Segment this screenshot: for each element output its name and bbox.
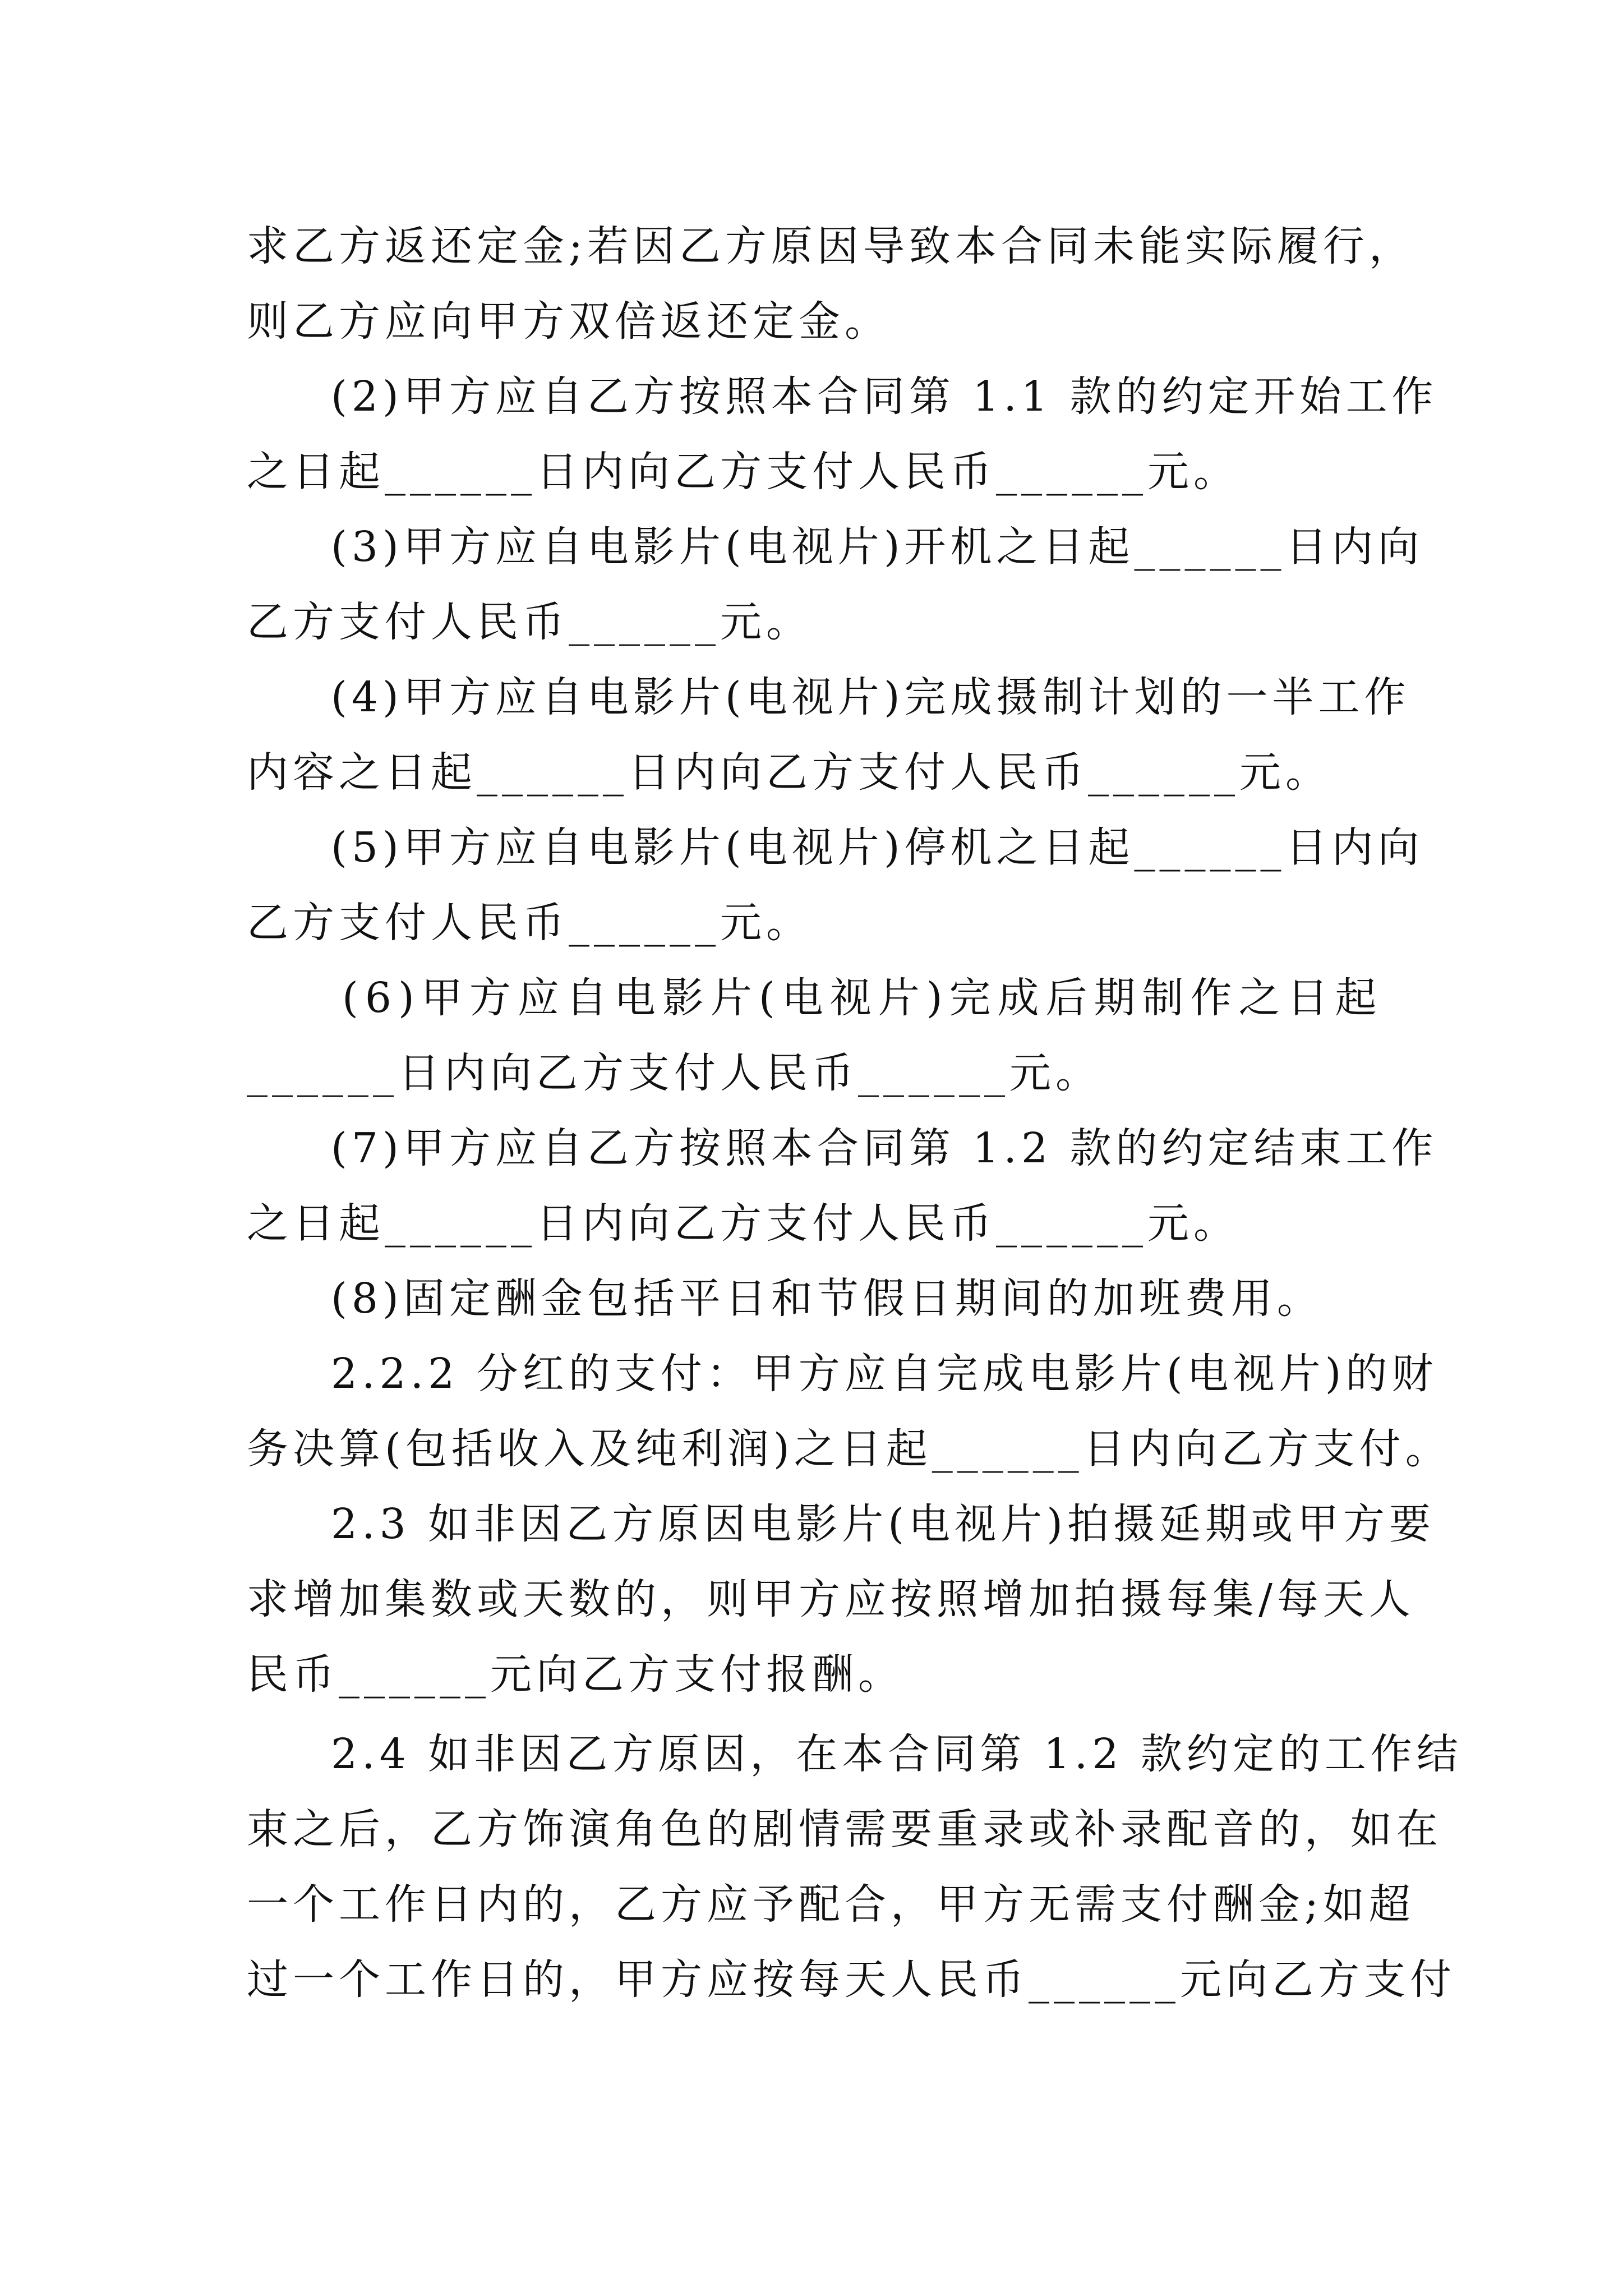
section-2-3-start: 2.3 如非因乙方原因电影片(电视片)拍摄延期或甲方要: [331, 1500, 1435, 1548]
section-2-4-start: 2.4 如非因乙方原因，在本合同第 1.2 款约定的工作结: [331, 1730, 1463, 1778]
text-line: 民币______元向乙方支付报酬。: [247, 1650, 904, 1699]
clause-7-start: (7)甲方应自乙方按照本合同第 1.2 款的约定结束工作: [331, 1124, 1438, 1172]
text-line: 求增加集数或天数的，则甲方应按照增加拍摄每集/每天人: [247, 1575, 1415, 1623]
text-line: 乙方支付人民币______元。: [247, 598, 812, 646]
text-line: 乙方支付人民币______元。: [247, 899, 812, 947]
clause-6-start: (6)甲方应自电影片(电视片)完成后期制作之日起: [342, 974, 1384, 1022]
text-line: ______日内向乙方支付人民币______元。: [247, 1049, 1101, 1097]
clause-5-start: (5)甲方应自电影片(电视片)停机之日起______日内向: [331, 823, 1424, 872]
text-line: 内容之日起______日内向乙方支付人民币______元。: [247, 748, 1331, 797]
document-body: [247, 209, 1463, 2017]
text-line: 之日起______日内向乙方支付人民币______元。: [247, 448, 1239, 496]
text-line: 过一个工作日的，甲方应按每天人民币______元向乙方支付: [247, 1955, 1456, 2004]
text-line: 之日起______日内向乙方支付人民币______元。: [247, 1199, 1239, 1248]
clause-3-start: (3)甲方应自电影片(电视片)开机之日起______日内向: [331, 523, 1424, 571]
text-line: 束之后，乙方饰演角色的剧情需要重录或补录配音的，如在: [247, 1805, 1442, 1853]
text-line: 求乙方返还定金;若因乙方原因导致本合同未能实际履行，: [247, 222, 1415, 270]
text-line: 一个工作日内的，乙方应予配合，甲方无需支付酬金;如超: [247, 1880, 1415, 1929]
section-2-2-2-start: 2.2.2 分红的支付：甲方应自完成电影片(电视片)的财: [331, 1350, 1438, 1398]
text-line: 则乙方应向甲方双倍返还定金。: [247, 297, 891, 346]
clause-8: (8)固定酬金包括平日和节假日期间的加班费用。: [331, 1274, 1323, 1323]
clause-4-start: (4)甲方应自电影片(电视片)完成摄制计划的一半工作: [331, 673, 1410, 721]
text-line: 务决算(包括收入及纯利润)之日起______日内向乙方支付。: [247, 1425, 1451, 1473]
clause-2-start: (2)甲方应自乙方按照本合同第 1.1 款的约定开始工作: [331, 372, 1438, 421]
